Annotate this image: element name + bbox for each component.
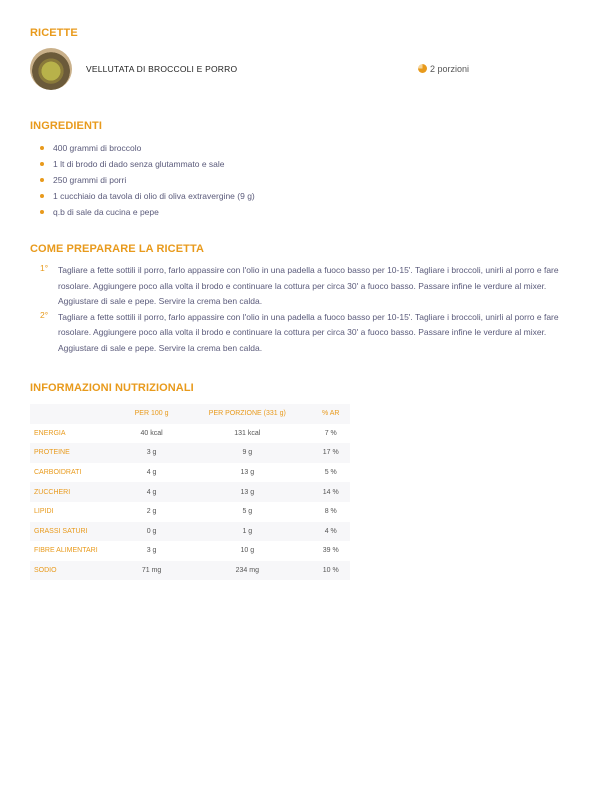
- table-cell: 2 g: [146, 508, 157, 516]
- step: [40, 263, 575, 310]
- table-cell: 10 g: [240, 547, 255, 555]
- table-cell: 40 kcal: [140, 429, 163, 437]
- table-cell: 10 %: [322, 567, 339, 575]
- column-header: PER PORZIONE (331 g): [208, 410, 286, 418]
- ingredients-list: [40, 140, 255, 220]
- table-cell: 13 g: [240, 469, 255, 477]
- portions-label: 2 porzioni: [430, 64, 470, 74]
- ingredient-item: 1 lt di brodo di dado senza glutammato e sale: [40, 156, 255, 172]
- portions: [418, 64, 469, 74]
- table-cell: 39 %: [322, 547, 339, 555]
- table-cell: 8 %: [324, 508, 337, 516]
- recipes-heading: RICETTE: [30, 27, 78, 39]
- column-header: PER 100 g: [134, 410, 169, 418]
- recipe-name[interactable]: VELLUTATA DI BROCCOLI E PORRO: [86, 64, 238, 74]
- table-cell: 3 g: [146, 547, 157, 555]
- preparation-steps: [40, 263, 575, 356]
- table-cell: 7 %: [324, 429, 337, 437]
- table-cell: 4 g: [146, 469, 157, 477]
- pie-icon: [418, 64, 427, 73]
- table-cell: 5 g: [242, 508, 253, 516]
- table-cell: 17 %: [322, 449, 339, 457]
- table-cell: 131 kcal: [234, 429, 261, 437]
- nutrient-label: LIPIDI: [34, 508, 54, 516]
- column-header: % AR: [321, 410, 340, 418]
- preparation-heading: COME PREPARARE LA RICETTA: [30, 243, 205, 255]
- table-row: [30, 482, 350, 502]
- ingredient-item: 250 grammi di porri: [40, 172, 255, 188]
- table-cell: 3 g: [146, 449, 157, 457]
- recipe-row[interactable]: [30, 48, 590, 92]
- nutrient-label: PROTEINE: [34, 449, 70, 457]
- step-number: 2°: [40, 309, 49, 320]
- nutrition-heading: INFORMAZIONI NUTRIZIONALI: [30, 382, 194, 394]
- table-row: [30, 541, 350, 561]
- table-cell: 5 %: [324, 469, 337, 477]
- ingredient-item: 400 grammi di broccolo: [40, 140, 255, 156]
- ingredient-item: q.b di sale da cucina e pepe: [40, 204, 255, 220]
- ingredient-item: 1 cucchiaio da tavola di olio di oliva extravergine (9 g): [40, 188, 255, 204]
- step-text: Tagliare a fette sottili il porro, farlo appassire con l'olio in una padella a fuoco basso per 10-15'. Tagliare i broccoli, unirli al porro e fare rosolare. Aggiungere poco alla volta il brodo e continuare la cottura per circa 30' a fuoco basso. Passare infine le verdure al mixer. Aggiustare di sale e pepe. Servire la crema ben calda.: [58, 311, 559, 353]
- table-cell: 9 g: [242, 449, 253, 457]
- table-row: [30, 561, 350, 581]
- table-row: [30, 424, 350, 444]
- nutrient-label: SODIO: [34, 567, 57, 575]
- table-header-row: [30, 404, 350, 424]
- table-row: [30, 443, 350, 463]
- table-cell: 14 %: [322, 488, 339, 496]
- recipe-thumbnail: [30, 48, 72, 90]
- column-header: [30, 404, 120, 424]
- table-cell: 0 g: [146, 527, 157, 535]
- step-number: 1°: [40, 263, 49, 273]
- table-cell: 4 g: [146, 488, 157, 496]
- nutrient-label: ZUCCHERI: [34, 488, 71, 496]
- table-row: [30, 463, 350, 483]
- step-text: Tagliare a fette sottili il porro, farlo appassire con l'olio in una padella a fuoco basso per 10-15'. Tagliare i broccoli, unirli al porro e fare rosolare. Aggiungere poco alla volta il brodo e continuare la cottura per circa 30' a fuoco basso. Passare infine le verdure al mixer. Aggiustare di sale e pepe. Servire la crema ben calda.: [58, 265, 559, 306]
- table-cell: 1 g: [242, 527, 253, 535]
- step: [40, 310, 575, 357]
- table-cell: 234 mg: [235, 567, 259, 575]
- table-row: [30, 502, 350, 522]
- table-cell: 4 %: [324, 527, 337, 535]
- nutrient-label: FIBRE ALIMENTARI: [34, 547, 98, 555]
- table-row: [30, 522, 350, 542]
- nutrient-label: GRASSI SATURI: [34, 527, 88, 535]
- nutrient-label: ENERGIA: [34, 429, 66, 437]
- table-cell: 71 mg: [141, 567, 162, 575]
- table-cell: 13 g: [240, 488, 255, 496]
- nutrient-label: CARBOIDRATI: [34, 469, 82, 477]
- nutrition-table: [30, 404, 350, 580]
- ingredients-heading: INGREDIENTI: [30, 120, 102, 132]
